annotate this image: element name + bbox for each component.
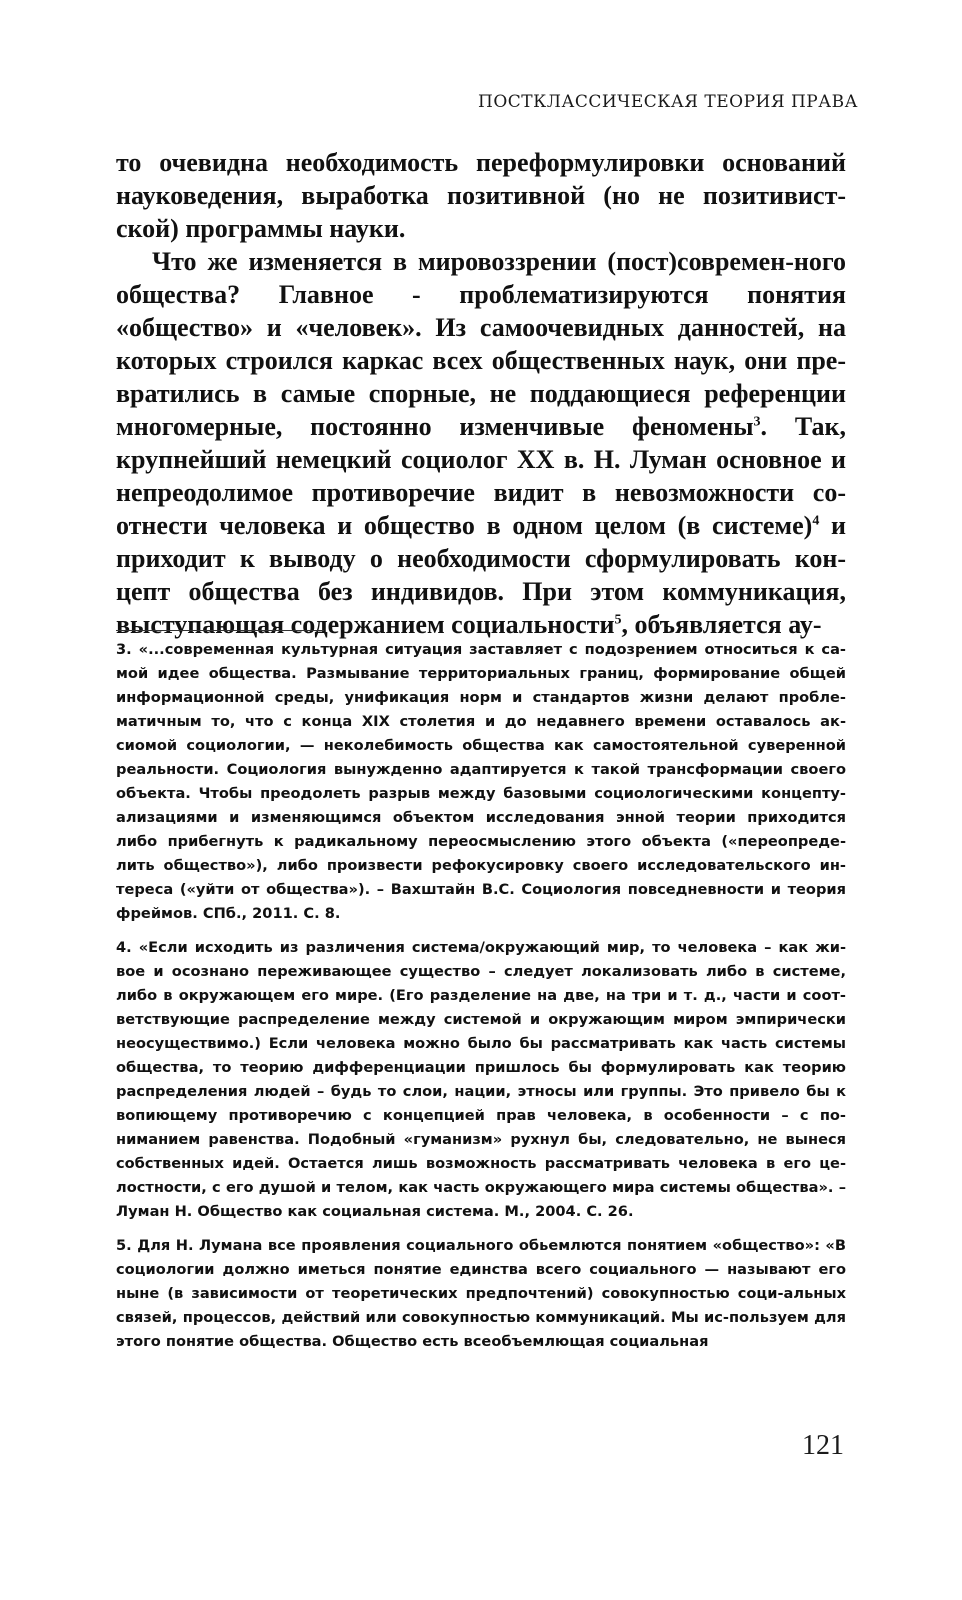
footnote-ref-5: 5 <box>614 612 622 628</box>
paragraph-2-part-a: Что же изменяется в мировоззрении (пост)современ-ного общества? Главное - проблематизируются понятия «общество» и «человек». Из самоочевидных данностей, на которых строился каркас всех общественных наук, они пре-вратились в самые спорные, не поддающиеся референции многомерные, постоянно изменчивые феномены <box>116 247 846 441</box>
paragraph-1: то очевидна необходимость переформулировки оснований науковедения, выработка позитивной (но не позитивист-ской) программы науки. <box>116 148 846 243</box>
footnote-5: 5. Для Н. Лумана все проявления социального обьемлются понятием «общество»: «В социологии должно иметься понятие единства всего социального — называют его ныне (в зависимости от теоретических предпочтений) совокупностью соци-альных связей, процессов, действий или совокупностью коммуникаций. Мы ис-пользуем для этого понятие общества. Общество есть всеобъемлющая социальная <box>116 1237 846 1350</box>
footnotes <box>116 638 846 1364</box>
footnote-3: 3. «...современная культурная ситуация заставляет с подозрением относиться к са-мой идее общества. Размывание территориальных границ, формирование общей информационной среды, унификация норм и стандартов жизни делают пробле-матичным то, что с конца XIX столетия и до недавнего времени оставалось ак-сиомой социологии, — неколебимость общества как самостоятельной суверенной реальности. Социология вынужденно адаптируется к такой трансформации своего объекта. Чтобы преодолеть разрыв между базовыми социологическими концепту-ализациями и изменяющимся объектом исследования энной теории приходится либо прибегнуть к радикальному переосмыслению этого объекта («переопреде-лить общество»), либо произвести рефокусировку своего исследовательского ин-тереса («уйти от общества»). – Вахштайн В.С. Социология повседневности и теория фреймов. СПб., 2011. С. 8. <box>116 641 846 922</box>
footnote-ref-3: 3 <box>753 414 761 430</box>
paragraph-2-part-b: . Так, крупнейший немецкий социолог XX в. Н. Луман основное и непреодолимое противоречие видит в невозможности со-отнести человека и общество в одном целом (в системе) <box>116 412 846 540</box>
paragraph-2 <box>116 245 846 641</box>
footnote-separator <box>116 630 324 631</box>
footnote-4: 4. «Если исходить из различения система/окружающий мир, то человека – как жи-вое и осознано переживающее существо – следует локализовать либо в системе, либо в окружающем его мире. (Его разделение на две, на три и т. д., части и соот-ветствующие распределение между системой и окружающим миром эмпирически неосуществимо.) Если человека можно было бы рассматривать как часть системы общества, то теорию дифференциации пришлось бы формулировать как теорию распределения людей – будь то слои, нации, этносы или группы. Это привело бы к вопиющему противоречию с концепцией прав человека, в особенности – с по-ниманием равенства. Подобный «гуманизм» рухнул бы, следовательно, не вынеся собственных идей. Остается лишь возможность рассматривать человека в его це-лостности, с его душой и телом, как часть окружающего мира системы общества». – Луман Н. Общество как социальная система. М., 2004. С. 26. <box>116 939 846 1220</box>
paragraph-2-part-d: , объявляется ау- <box>621 610 822 639</box>
main-text <box>116 146 846 641</box>
paragraph-2-part-c: и приходит к выводу о необходимости сформулировать кон-цепт общества без индивидов. При этом коммуникация, выступающая содержанием социальности <box>116 511 847 639</box>
page-number: 121 <box>802 1430 844 1461</box>
running-head: ПОСТКЛАССИЧЕСКАЯ ТЕОРИЯ ПРАВА <box>478 92 858 112</box>
footnote-ref-4: 4 <box>812 513 820 529</box>
